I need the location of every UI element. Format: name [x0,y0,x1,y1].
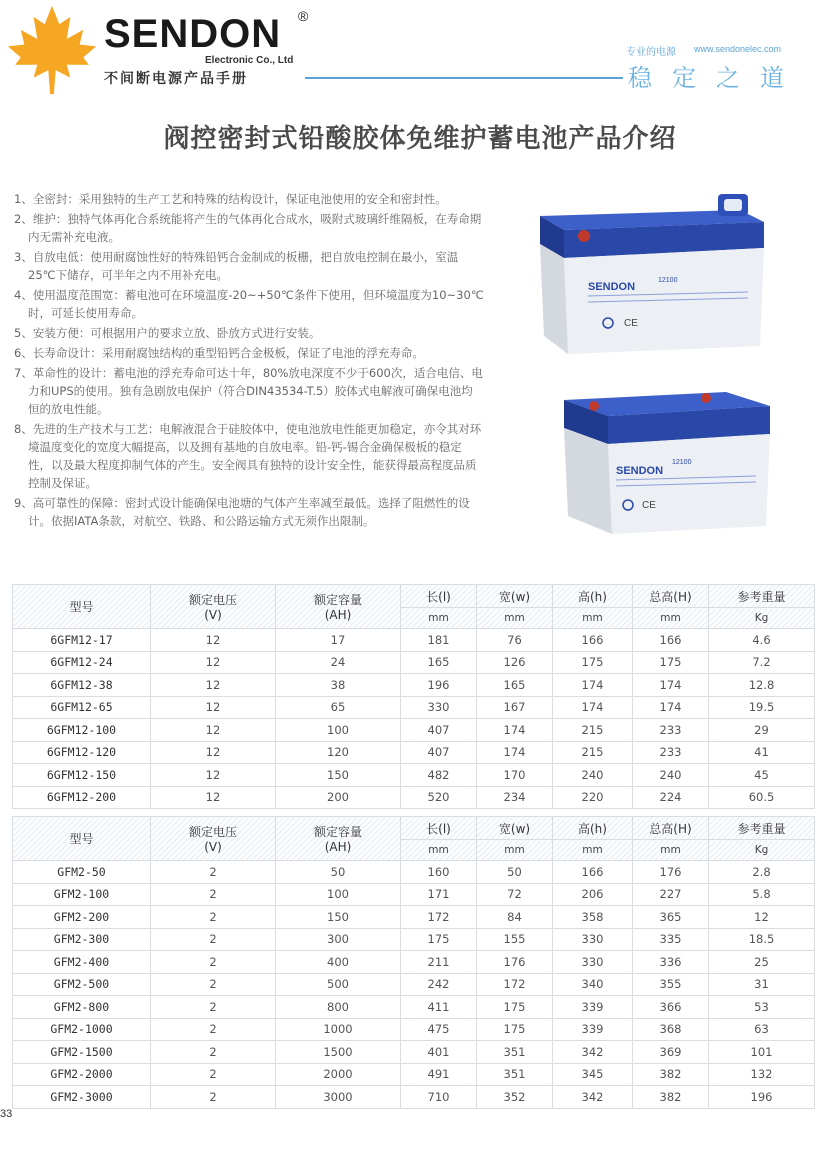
col-voltage-unit: (V) [204,608,222,622]
table-cell: 520 [401,786,477,809]
table-cell: 63 [709,1018,815,1041]
table-cell: 220 [553,786,633,809]
feature-item: 4、使用温度范围宽：蓄电池可在环境温度-20~+50℃条件下使用，但环境温度为10~30℃时，可延长使用寿命。 [14,288,484,320]
table-cell: 166 [633,629,709,652]
table-cell: 7.2 [709,651,815,674]
unit-kg: Kg [709,608,815,629]
table-cell: 174 [477,719,553,742]
table-cell: 12 [151,764,276,787]
table-cell: 351 [477,1041,553,1064]
table-cell: 401 [401,1041,477,1064]
table-cell: 174 [633,696,709,719]
col-voltage [151,817,276,861]
table-cell: 171 [401,883,477,906]
table-row [13,719,815,742]
table-cell: 368 [633,1018,709,1041]
brand-logo: SENDON [104,12,282,56]
table-cell: 50 [276,861,401,884]
table-cell: 12 [151,719,276,742]
table-cell: 100 [276,719,401,742]
table-cell: 72 [477,883,553,906]
table-cell: 174 [633,674,709,697]
table-cell: 2 [151,861,276,884]
table-cell: 206 [553,883,633,906]
table-cell: 233 [633,741,709,764]
table-cell: 382 [633,1063,709,1086]
cell-model: GFM2-300 [13,928,151,951]
feature-item: 7、革命性的设计：蓄电池的浮充寿命可达十年，80%放电深度不少于600次，适合电信、电力和UPS的使用。独有急剧放电保护（符合DIN43534-T.5）胶体式电解液可确保电池均恒的放电性能。 [14,366,483,416]
table-cell: 12 [151,674,276,697]
table-cell: 160 [401,861,477,884]
table-cell: 31 [709,973,815,996]
unit-mm: mm [477,608,553,629]
table-cell: 2 [151,928,276,951]
table-cell: 335 [633,928,709,951]
table-cell: 2.8 [709,861,815,884]
unit-mm: mm [553,608,633,629]
table-row [13,741,815,764]
cell-model: 6GFM12-17 [13,629,151,652]
table-cell: 167 [477,696,553,719]
slogan-small: 专业的电源 [626,47,676,58]
feature-item: 3、自放电低：使用耐腐蚀性好的特殊铅钙合金制成的板栅，把自放电控制在最小，室温25℃下储存，可半年之内不用补充电。 [14,250,459,282]
website-url: www.sendonelec.com [694,44,782,54]
battery-image-small [556,378,778,538]
table-cell: 382 [633,1086,709,1109]
table-cell: 12 [151,741,276,764]
battery-model-label: 12100 [658,277,678,284]
table-cell: 1500 [276,1041,401,1064]
table-cell: 2 [151,906,276,929]
table-cell: 2 [151,1041,276,1064]
table-cell: 76 [477,629,553,652]
table-row [13,674,815,697]
table-cell: 12 [151,786,276,809]
battery-ce-mark: CE [642,500,656,511]
unit-kg: Kg [709,840,815,861]
table-cell: 181 [401,629,477,652]
table-cell: 176 [633,861,709,884]
col-height: 高(h) [553,585,633,608]
table-cell: 300 [276,928,401,951]
table-cell: 2 [151,1086,276,1109]
unit-mm: mm [401,840,477,861]
table-cell: 3000 [276,1086,401,1109]
feature-item: 2、维护：独特气体再化合系统能将产生的气体再化合成水，吸附式玻璃纤维隔板，在寿命期内无需补充电液。 [14,212,482,244]
table-cell: 407 [401,741,477,764]
battery-ce-mark: CE [624,318,638,329]
cell-model: 6GFM12-200 [13,786,151,809]
table-cell: 240 [633,764,709,787]
table-cell: 53 [709,996,815,1019]
table-cell: 12 [151,696,276,719]
table-cell: 4.6 [709,629,815,652]
table-cell: 45 [709,764,815,787]
cell-model: GFM2-400 [13,951,151,974]
col-capacity-unit: (AH) [324,608,352,622]
battery-brand-label: SENDON [616,465,664,477]
table-cell: 330 [553,928,633,951]
table-cell: 2 [151,1018,276,1041]
table-cell: 500 [276,973,401,996]
table-cell: 150 [276,906,401,929]
table-cell: 12 [151,651,276,674]
table-cell: 345 [553,1063,633,1086]
feature-item: 5、安装方便：可根据用户的要求立放、卧放方式进行安装。 [14,326,321,340]
table-cell: 174 [553,674,633,697]
table-cell: 224 [633,786,709,809]
table-cell: 18.5 [709,928,815,951]
table-row [13,928,815,951]
table-cell: 352 [477,1086,553,1109]
spec-table-gfm2 [12,816,815,1109]
table-row [13,696,815,719]
table-cell: 65 [276,696,401,719]
table-cell: 166 [553,629,633,652]
col-capacity-label: 额定容量 [313,825,362,839]
table-cell: 84 [477,906,553,929]
unit-mm: mm [633,840,709,861]
table-row [13,883,815,906]
table-cell: 351 [477,1063,553,1086]
cell-model: 6GFM12-100 [13,719,151,742]
table-row [13,1063,815,1086]
battery-model-label: 12100 [672,459,692,466]
table-cell: 2 [151,973,276,996]
table-row [13,1086,815,1109]
table-cell: 342 [553,1086,633,1109]
table-cell: 24 [276,651,401,674]
table-row [13,786,815,809]
table-cell: 175 [633,651,709,674]
table-cell: 60.5 [709,786,815,809]
table-cell: 29 [709,719,815,742]
table-cell: 215 [553,719,633,742]
table-cell: 475 [401,1018,477,1041]
cell-model: GFM2-3000 [13,1086,151,1109]
col-length: 长(l) [401,817,477,840]
cell-model: GFM2-500 [13,973,151,996]
table-cell: 165 [477,674,553,697]
table-cell: 100 [276,883,401,906]
table-cell: 150 [276,764,401,787]
table-cell: 200 [276,786,401,809]
cell-model: GFM2-1000 [13,1018,151,1041]
table-cell: 174 [477,741,553,764]
table-cell: 2 [151,951,276,974]
battery-brand-label: SENDON [588,281,636,293]
table-cell: 2000 [276,1063,401,1086]
table-cell: 400 [276,951,401,974]
table-row [13,629,815,652]
slogan-big: 稳定之道 [628,64,804,92]
table-cell: 155 [477,928,553,951]
table-cell: 358 [553,906,633,929]
page-number: 33 [0,1108,13,1120]
table-cell: 366 [633,996,709,1019]
table-row [13,906,815,929]
col-model: 型号 [13,585,151,629]
col-capacity [276,817,401,861]
cell-model: GFM2-50 [13,861,151,884]
col-length: 长(l) [401,585,477,608]
cell-model: 6GFM12-150 [13,764,151,787]
col-total-height: 总高(H) [633,817,709,840]
col-model: 型号 [13,817,151,861]
col-voltage [151,585,276,629]
table-cell: 101 [709,1041,815,1064]
table-cell: 710 [401,1086,477,1109]
table-cell: 5.8 [709,883,815,906]
table-cell: 365 [633,906,709,929]
table-cell: 215 [553,741,633,764]
table-cell: 170 [477,764,553,787]
table-cell: 12 [709,906,815,929]
table-cell: 330 [401,696,477,719]
table-cell: 25 [709,951,815,974]
table-cell: 330 [553,951,633,974]
feature-item: 1、全密封：采用独特的生产工艺和特殊的结构设计，保证电池使用的安全和密封性。 [14,192,447,206]
table-row [13,861,815,884]
table-cell: 339 [553,1018,633,1041]
table-cell: 342 [553,1041,633,1064]
table-cell: 166 [553,861,633,884]
table-cell: 800 [276,996,401,1019]
unit-mm: mm [553,840,633,861]
table-cell: 12 [151,629,276,652]
table-cell: 234 [477,786,553,809]
table-cell: 132 [709,1063,815,1086]
table-cell: 482 [401,764,477,787]
table-row [13,651,815,674]
table-cell: 339 [553,996,633,1019]
table-cell: 233 [633,719,709,742]
spec-table-6gfm12 [12,584,815,809]
table-cell: 336 [633,951,709,974]
unit-mm: mm [401,608,477,629]
table-cell: 2 [151,883,276,906]
table-cell: 172 [477,973,553,996]
table-cell: 369 [633,1041,709,1064]
col-weight: 参考重量 [709,817,815,840]
feature-item: 9、高可靠性的保障：密封式设计能确保电池塘的气体产生率减至最低。选择了阻燃性的设计。依据IATA条款，对航空、铁路、和公路运输方式无须作出限制。 [14,496,470,528]
col-voltage-label: 额定电压 [188,825,237,839]
feature-item: 6、长寿命设计：采用耐腐蚀结构的重型铅钙合金极板，保证了电池的浮充寿命。 [14,346,424,360]
cell-model: 6GFM12-38 [13,674,151,697]
col-capacity-unit: (AH) [324,840,352,854]
col-capacity [276,585,401,629]
table-cell: 175 [477,996,553,1019]
cell-model: 6GFM12-120 [13,741,151,764]
table-cell: 120 [276,741,401,764]
table-cell: 17 [276,629,401,652]
cell-model: GFM2-800 [13,996,151,1019]
col-width: 宽(w) [477,817,553,840]
table-row [13,973,815,996]
col-weight: 参考重量 [709,585,815,608]
page-header [0,0,840,100]
table-row [13,951,815,974]
battery-image-large [528,186,768,356]
table-cell: 12.8 [709,674,815,697]
table-cell: 175 [401,928,477,951]
table-cell: 38 [276,674,401,697]
col-total-height: 总高(H) [633,585,709,608]
table-cell: 41 [709,741,815,764]
table-cell: 175 [553,651,633,674]
feature-item: 8、先进的生产技术与工艺：电解液混合于硅胶体中，使电池放电性能更加稳定，亦令其对环境温度变化的宽度大幅提高，以及拥有基地的自放电率。铅-钙-锡合金确保极板的稳定性，以及最大程度抑制气体的产生。安全阀具有独特的设计安全性，能获得最高程度品质控制及保证。 [14,422,482,490]
table-cell: 355 [633,973,709,996]
cell-model: GFM2-2000 [13,1063,151,1086]
table-row [13,996,815,1019]
table-cell: 340 [553,973,633,996]
table-cell: 19.5 [709,696,815,719]
table-row [13,1041,815,1064]
cell-model: GFM2-200 [13,906,151,929]
table-cell: 242 [401,973,477,996]
maple-leaf-icon [4,4,100,96]
unit-mm: mm [477,840,553,861]
col-voltage-label: 额定电压 [188,593,237,607]
cell-model: GFM2-1500 [13,1041,151,1064]
table-cell: 174 [553,696,633,719]
table-cell: 165 [401,651,477,674]
page-title: 阀控密封式铅酸胶体免维护蓄电池产品介绍 [163,124,677,154]
table-cell: 50 [477,861,553,884]
brand-chinese-title: 不间断电源产品手册 [104,71,248,87]
table-cell: 176 [477,951,553,974]
table-cell: 2 [151,1063,276,1086]
table-row [13,1018,815,1041]
col-width: 宽(w) [477,585,553,608]
feature-list [14,190,484,532]
brand-subtitle: Electronic Co., Ltd [205,55,294,66]
unit-mm: mm [633,608,709,629]
table-cell: 227 [633,883,709,906]
table-cell: 126 [477,651,553,674]
table-cell: 240 [553,764,633,787]
cell-model: 6GFM12-24 [13,651,151,674]
table-cell: 2 [151,996,276,1019]
header-divider [305,77,623,79]
table-row [13,764,815,787]
cell-model: 6GFM12-65 [13,696,151,719]
col-voltage-unit: (V) [204,840,222,854]
col-height: 高(h) [553,817,633,840]
table-cell: 175 [477,1018,553,1041]
table-cell: 211 [401,951,477,974]
col-capacity-label: 额定容量 [313,593,362,607]
registered-mark: ® [298,8,309,24]
table-cell: 172 [401,906,477,929]
table-cell: 196 [709,1086,815,1109]
table-cell: 411 [401,996,477,1019]
table-cell: 407 [401,719,477,742]
table-cell: 196 [401,674,477,697]
table-cell: 491 [401,1063,477,1086]
cell-model: GFM2-100 [13,883,151,906]
table-cell: 1000 [276,1018,401,1041]
